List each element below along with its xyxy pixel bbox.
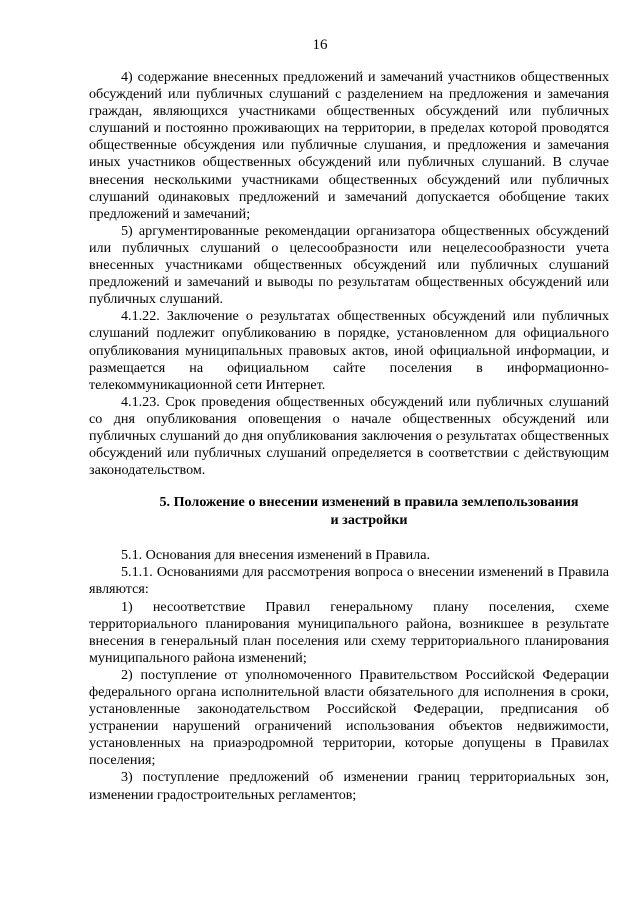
spacer <box>89 529 609 547</box>
section-heading-line-1: 5. Положение о внесении изменений в правила землепользования <box>159 494 579 511</box>
document-body <box>89 69 609 804</box>
paragraph-5-1: 5.1. Основания для внесения изменений в Правила. <box>121 547 430 564</box>
paragraph-item-1: 1) несоответствие Правил генеральному плану поселения, схеме территориального планирования муниципального района, возникшее в результате внесения в генеральный план поселения или схему территориального планирования муниципального района изменений; <box>89 598 609 666</box>
page-number: 16 <box>312 37 328 53</box>
paragraph-item-3: 3) поступление предложений об изменении границ территориальных зон, изменении градостроительных регламентов; <box>89 769 609 803</box>
section-heading <box>89 493 609 529</box>
paragraph-4-1-23: 4.1.23. Срок проведения общественных обсуждений или публичных слушаний со дня опубликования оповещения о начале общественных обсуждений или публичных слушаний до дня опубликования заключения о результатах общественных обсуждений или публичных слушаний определяется в соответствии с действующим законодательством. <box>89 393 609 479</box>
paragraph-5-1-1: 5.1.1. Основаниями для рассмотрения вопроса о внесении изменений в Правила являются: <box>89 564 609 598</box>
paragraph-item-4: 4) содержание внесенных предложений и замечаний участников общественных обсуждений или публичных слушаний с разделением на предложения и замечания граждан, являющихся участниками общественных обсуждений или публичных слушаний и постоянно проживающих на территории, в пределах которой проводятся общественные обсуждения или публичные слушания, и предложения и замечания иных участников общественных обсуждений или публичных слушаний. В случае внесения несколькими участниками общественных обсуждений или публичных слушаний одинаковых предложений и замечаний допускается обобщение таких предложений и замечаний; <box>89 69 609 222</box>
paragraph-item-2: 2) поступление от уполномоченного Правительством Российской Федерации федерального органа исполнительной власти обязательного для исполнения в сроки, установленные законодательством Российской Федерации, предписания об устранении нарушений ограничений использования объектов недвижимости, установленных на приаэродромной территории, которые допущены в Правилах поселения; <box>89 666 609 769</box>
paragraph-4-1-22: 4.1.22. Заключение о результатах общественных обсуждений или публичных слушаний подлежит опубликованию в порядке, установленном для официального опубликования муниципальных правовых актов, иной официальной информации, и размещается на официальном сайте поселения в информационно-телекоммуникационной сети Интернет. <box>89 308 609 393</box>
paragraph-item-5: 5) аргументированные рекомендации организатора общественных обсуждений или публичных слушаний о целесообразности или нецелесообразности учета внесенных участниками общественных обсуждений или публичных слушаний предложений и замечаний и выводы по результатам общественных обсуждений или публичных слушаний. <box>89 222 609 308</box>
section-heading-line-2: и застройки <box>330 512 408 529</box>
